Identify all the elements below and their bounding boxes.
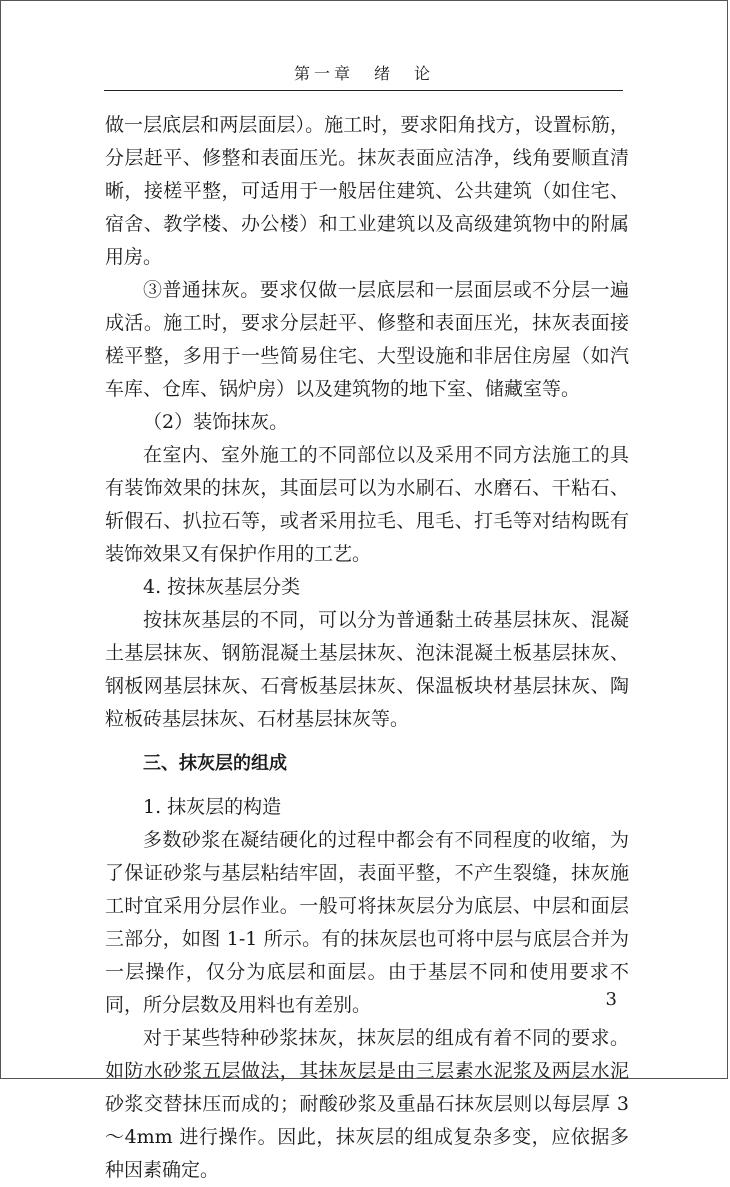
paragraph-by-base-layer: 按抹灰基层的不同，可以分为普通黏土砖基层抹灰、混凝土基层抹灰、钢筋混凝土基层抹灰、泡沫混凝土板基层抹灰、钢板网基层抹灰、石膏板基层抹灰、保温板块材基层抹灰、陶粒板砖基层抹灰、石材基层抹灰等。 — [105, 609, 629, 730]
subheading-layer-structure: 1. 抹灰层的构造 — [143, 796, 282, 818]
subheading-decorative-plastering: （2）装饰抹灰。 — [143, 411, 289, 433]
paragraph-layer-structure: 多数砂浆在凝结硬化的过程中都会有不同程度的收缩，为了保证砂浆与基层粘结牢固，表面平整，不产生裂缝，抹灰施工时宜采用分层作业。一般可将抹灰层分为底层、中层和面层三部分，如图 1-1 所示。有的抹灰层也可将中层与底层合并为一层操作，仅分为底层和面层。由于基层不同和使用要求不同，所分层数及用料也有差别。 — [105, 829, 629, 1016]
body-text — [105, 109, 629, 1187]
header-rule — [104, 90, 623, 91]
running-head: 第一章 绪 论 — [293, 64, 434, 83]
paragraph-special-mortar: 对于某些特种砂浆抹灰，抹灰层的组成有着不同的要求。如防水砂浆五层做法，其抹灰层是由三层素水泥浆及两层水泥砂浆交替抹压而成的；耐酸砂浆及重晶石抹灰层则以每层厚 3～4mm 进行操作。因此，抹灰层的组成复杂多变，应依据多种因素确定。 — [105, 1027, 629, 1181]
page-number: 3 — [605, 989, 617, 1010]
paragraph-continuation: 做一层底层和两层面层）。施工时，要求阳角找方，设置标筋，分层赶平、修整和表面压光。抹灰表面应洁净，线角要顺直清晰，接槎平整，可适用于一般居住建筑、公共建筑（如住宅、宿舍、教学楼、办公楼）和工业建筑以及高级建筑物中的附属用房。 — [105, 114, 629, 268]
subheading-by-base-layer: 4. 按抹灰基层分类 — [143, 576, 301, 598]
paragraph-decorative-plastering: 在室内、室外施工的不同部位以及采用不同方法施工的具有装饰效果的抹灰，其面层可以为水刷石、水磨石、干粘石、斩假石、扒拉石等，或者采用拉毛、甩毛、打毛等对结构既有装饰效果又有保护作用的工艺。 — [105, 444, 629, 565]
section-heading: 三、抹灰层的组成 — [143, 753, 287, 774]
paragraph-ordinary-plastering: ③普通抹灰。要求仅做一层底层和一层面层或不分层一遍成活。施工时，要求分层赶平、修整和表面压光，抹灰表面接槎平整，多用于一些简易住宅、大型设施和非居住房屋（如汽车库、仓库、锅炉房）以及建筑物的地下室、储藏室等。 — [105, 279, 629, 400]
